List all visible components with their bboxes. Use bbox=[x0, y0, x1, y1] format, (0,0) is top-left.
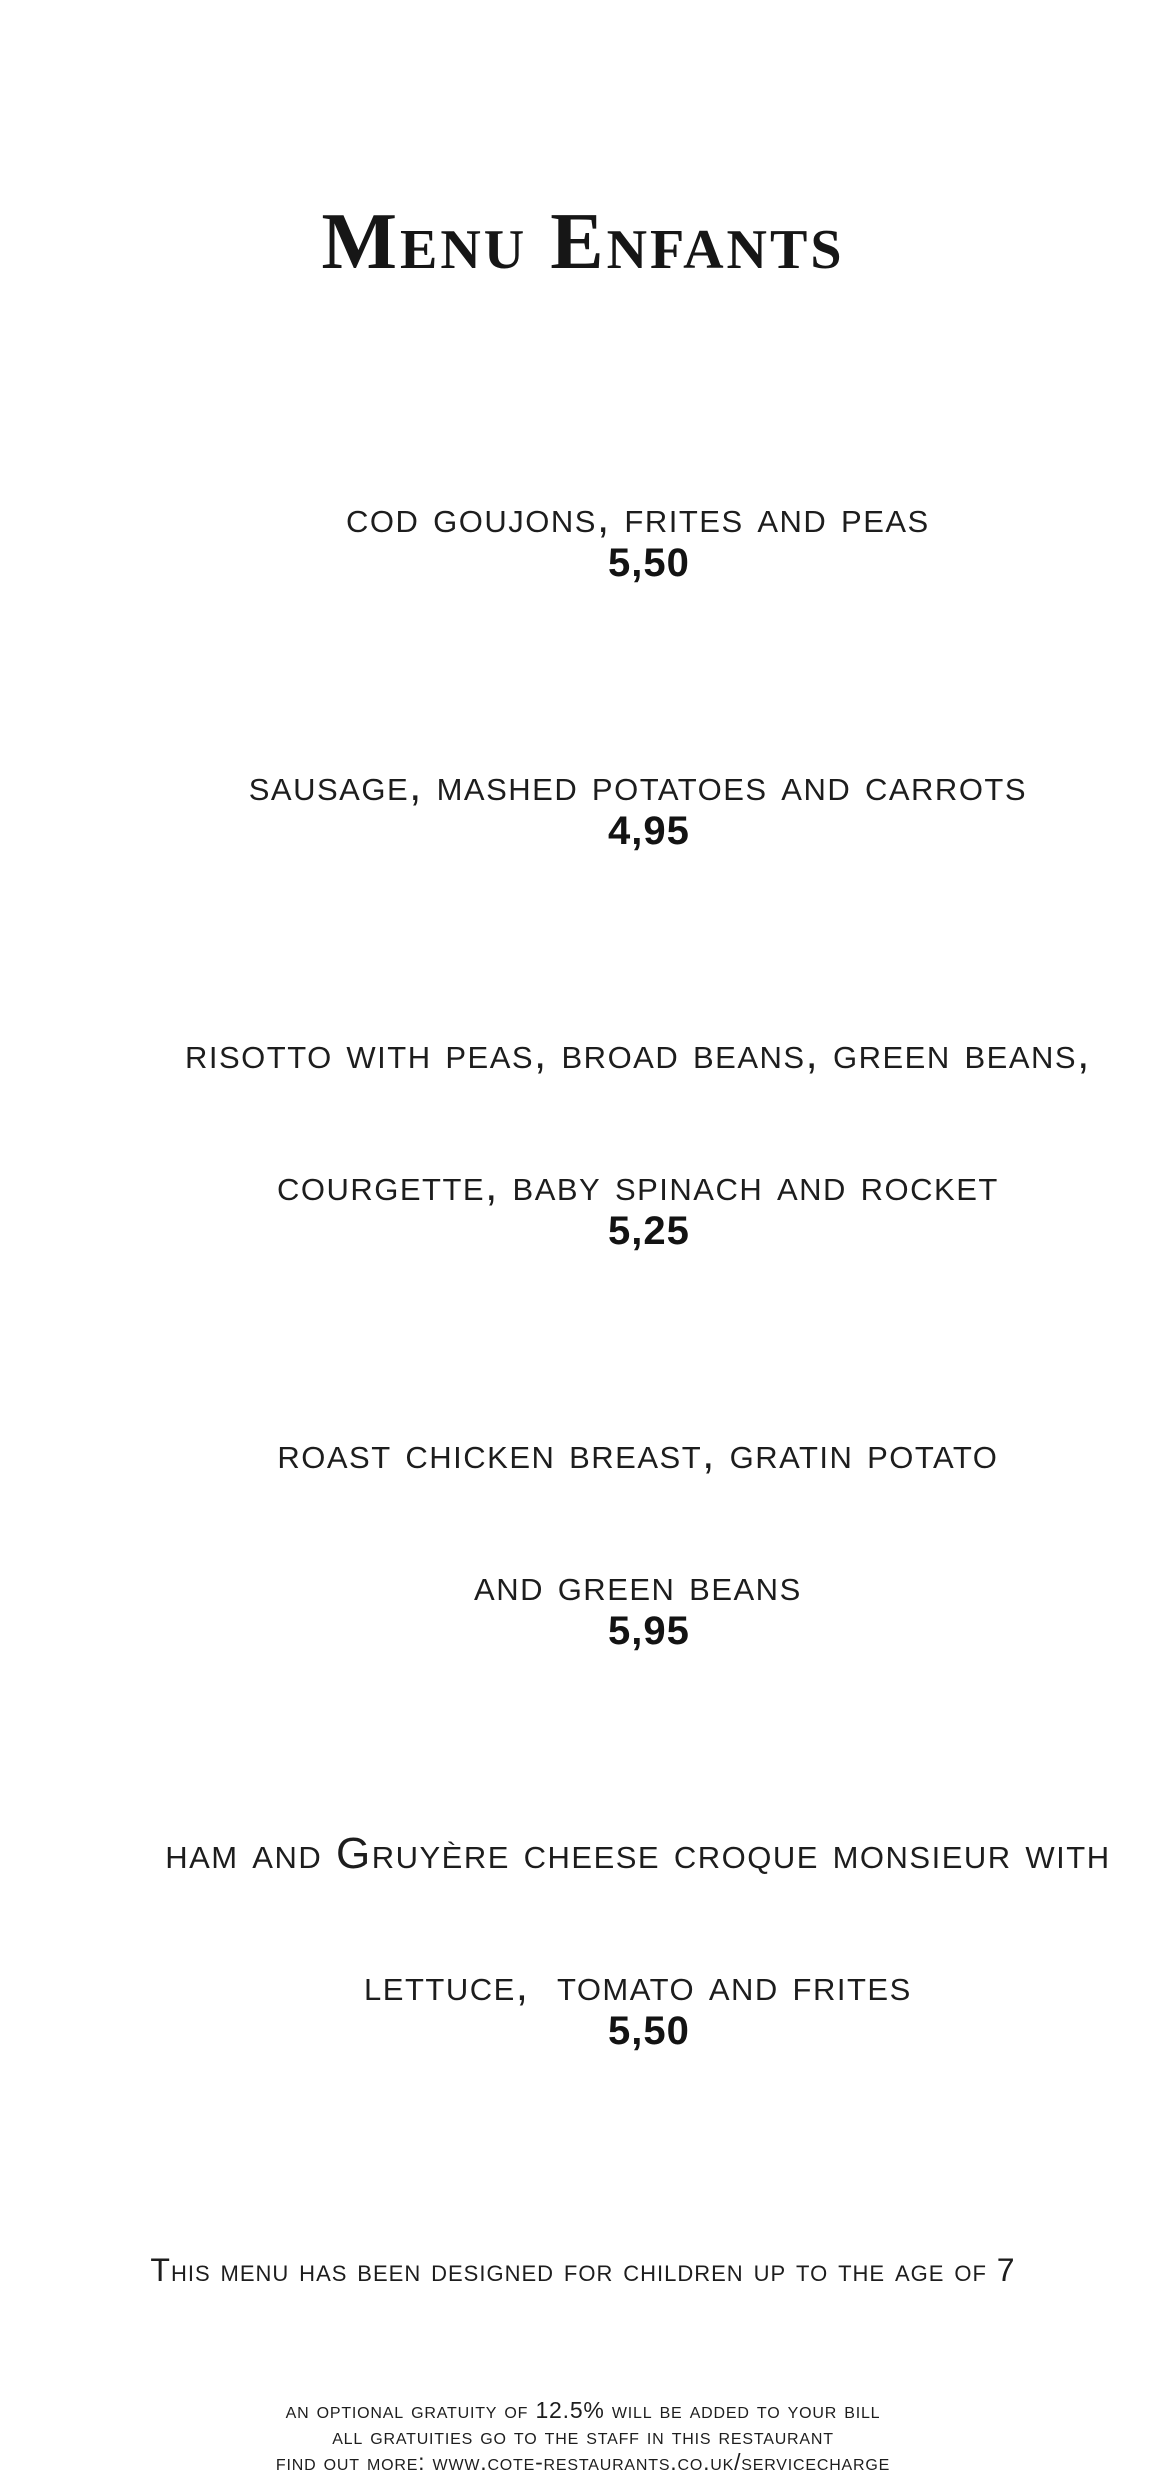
gratuity-line: all gratuities go to the staff in this restaurant bbox=[332, 2423, 834, 2449]
service-charge-url: find out more: www.cote-restaurants.co.uk/servicecharge bbox=[275, 2449, 891, 2475]
menu-item-sausage bbox=[0, 720, 1166, 897]
menu-item-line bbox=[0, 720, 1166, 897]
menu-item-text: courgette, baby spinach and rocket bbox=[276, 1161, 999, 1210]
menu-item-line bbox=[0, 1788, 1166, 1920]
menu-item-line bbox=[0, 1920, 1166, 2097]
menu-item-price: 5,50 bbox=[607, 541, 690, 585]
menu-item-line bbox=[0, 1120, 1166, 1297]
menu-item-cod-goujons bbox=[0, 452, 1166, 629]
menu-item-price: 4,95 bbox=[607, 809, 690, 853]
menu-item-text: lettuce, tomato and frites bbox=[364, 1961, 912, 2010]
menu-item-text: and green beans bbox=[474, 1561, 802, 1610]
gratuity-line: an optional gratuity of 12.5% will be added to your bill bbox=[285, 2397, 881, 2423]
menu-item-line bbox=[0, 452, 1166, 629]
menu-item-price: 5,95 bbox=[607, 1609, 690, 1653]
menu-item-croque-monsieur bbox=[0, 1788, 1166, 2097]
page-title: Menu Enfants bbox=[321, 198, 845, 286]
menu-item-text: ham and Gruyère cheese croque monsieur with bbox=[165, 1829, 1111, 1878]
menu-item-line bbox=[0, 988, 1166, 1120]
menu-item-roast-chicken bbox=[0, 1388, 1166, 1697]
menu-page bbox=[0, 198, 1166, 2475]
menu-item-text: cod goujons, frites and peas bbox=[346, 493, 930, 542]
menu-items bbox=[0, 452, 1166, 2097]
menu-item-text: roast chicken breast, gratin potato bbox=[277, 1429, 999, 1478]
menu-item-line bbox=[0, 1388, 1166, 1520]
menu-item-line bbox=[0, 1520, 1166, 1697]
age-note: This menu has been designed for children up to the age of 7 bbox=[150, 2252, 1016, 2288]
menu-item-text: risotto with peas, broad beans, green beans, bbox=[184, 1029, 1091, 1078]
menu-item-risotto bbox=[0, 988, 1166, 1297]
gratuity-footer bbox=[0, 2397, 1166, 2475]
menu-item-text: sausage, mashed potatoes and carrots bbox=[248, 761, 1028, 810]
menu-item-price: 5,50 bbox=[607, 2009, 690, 2053]
menu-item-price: 5,25 bbox=[607, 1209, 690, 1253]
